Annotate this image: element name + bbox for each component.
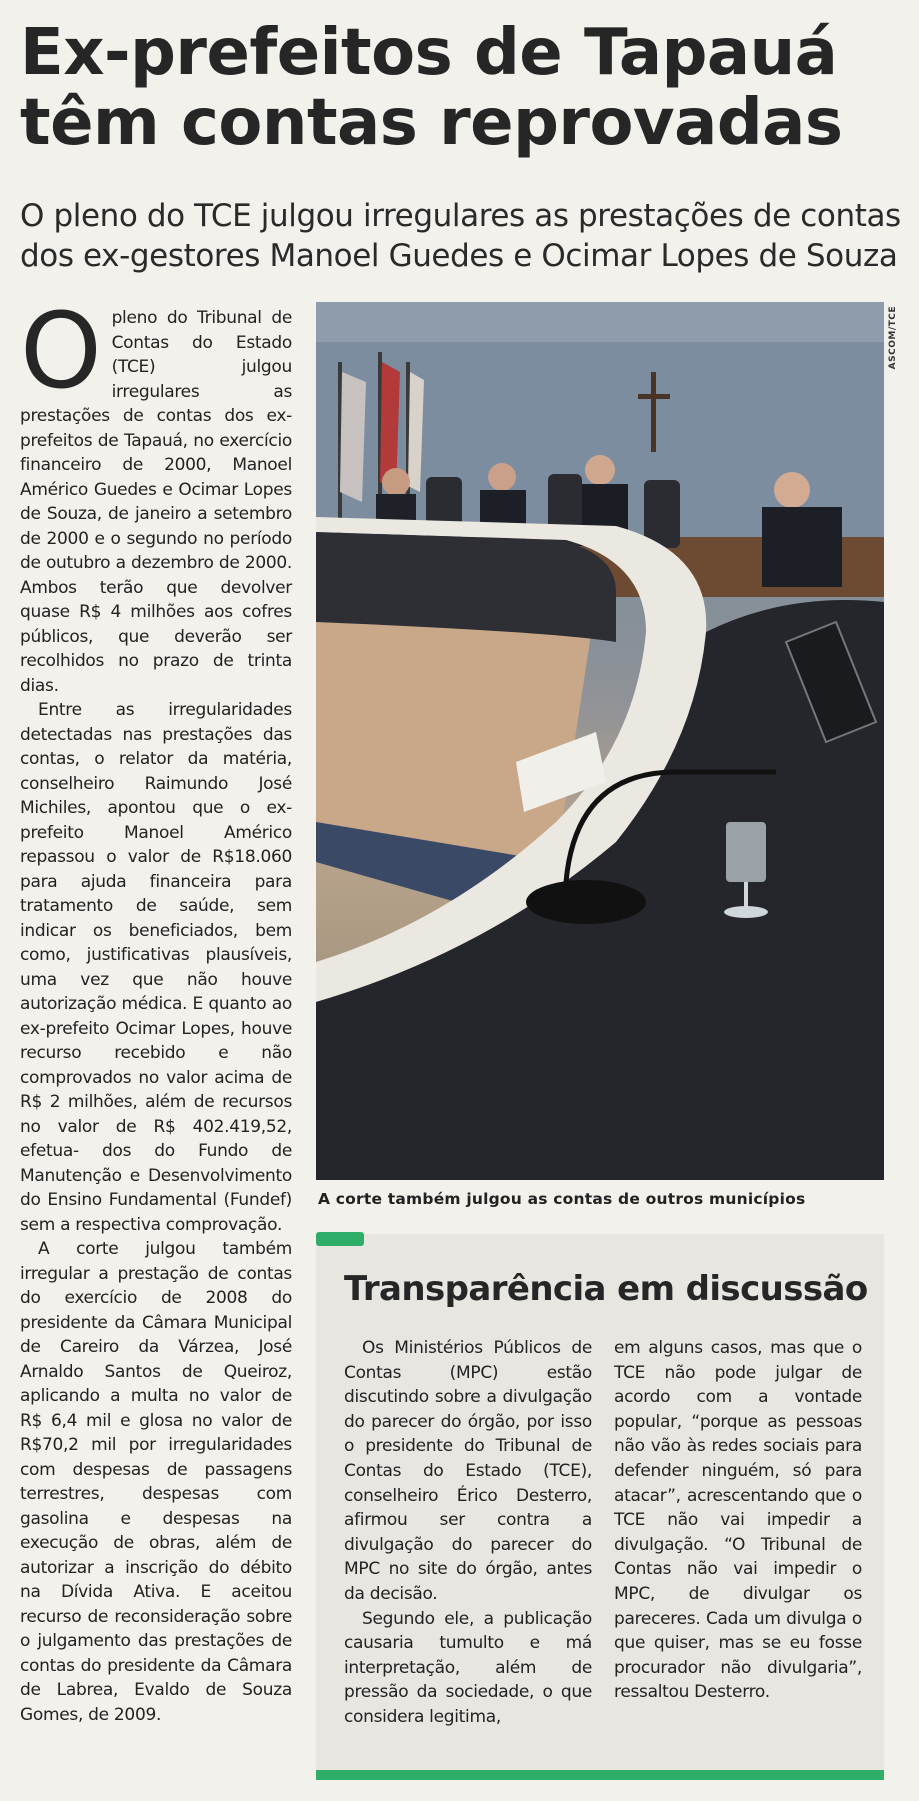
microphone-base xyxy=(526,880,646,924)
article-paragraph-1 xyxy=(20,290,292,698)
article-paragraph-1-text: pleno do Tribunal de Contas do Estado (TCE) julgou irregulares as prestações de contas dos ex-prefeitos de Tapauá, no exercício financeiro de 2000, Manoel Américo Guedes e Ocimar Lopes de Souza, de janeiro a setembro de 2000 e o segundo no período de outubro a dezembro de 2000. Ambos terão que devolver quase R$ 4 milhões aos cofres públicos, que deverão ser recolhidos no prazo de trinta dias. xyxy=(20,308,292,696)
article-body xyxy=(20,290,292,1727)
court-session-photo xyxy=(316,302,884,1180)
sidebar-bottom-bar xyxy=(316,1770,884,1780)
sidebar-column-right xyxy=(614,1336,862,1705)
article-paragraph-2: Entre as irregularidades detectadas nas prestações das contas, o relator da matéria, conselheiro Raimundo José Michiles, apontou que o ex-prefeito Manoel Américo repassou o valor de R$18.060 para ajuda financeira para tratamento de saúde, sem indicar os beneficiados, bem como, justificativas plausíveis, uma vez que não houve autorização médica. E quanto ao ex-prefeito Ocimar Lopes, houve recurso recebido e não comprovados no valor acima de R$ 2 milhões, além de recursos no valor de R$ 402.419,52, efetua- dos do Fundo de Manutenção e Desenvolvimento do Ensino Fundamental (Fundef) sem a respectiva comprovação. xyxy=(20,700,292,1235)
flag-brazil xyxy=(340,372,366,502)
headline-line-1: Ex-prefeitos de Tapauá xyxy=(20,16,838,90)
person xyxy=(488,463,516,491)
subheadline: O pleno do TCE julgou irregulares as prestações de contas dos ex-gestores Manoel Guedes e Ocimar Lopes de Souza xyxy=(20,198,901,274)
drop-cap: O xyxy=(20,290,102,412)
sidebar-paragraph-3: em alguns casos, mas que o TCE não pode julgar de acordo com a vontade popular, “porque as pessoas não vão às redes sociais para defender ninguém, só para atacar”, acrescentando que o TCE não vai impedir a divulgação. “O Tribunal de Contas não vai impedir o MPC, de divulgar os pareceres. Cada um divulga o que quiser, mas se eu fosse procurador não divulgaria”, ressaltou Desterro. xyxy=(614,1338,862,1703)
chair xyxy=(644,480,680,548)
floor xyxy=(316,602,596,862)
person xyxy=(774,472,810,508)
person xyxy=(382,468,410,496)
sidebar-paragraph-1: Os Ministérios Públicos de Contas (MPC) estão discutindo sobre a divulgação do parecer do órgão, por isso o presidente do Tribunal de Contas do Estado (TCE), conselheiro Érico Desterro, afirmou ser contra a divulgação do parecer do MPC no site do órgão, antes da decisão. xyxy=(344,1338,592,1604)
photo-credit: ASCOM/TCE xyxy=(888,306,898,370)
person xyxy=(585,455,615,485)
court-session-illustration xyxy=(316,302,884,1180)
sidebar-tab xyxy=(316,1232,364,1246)
article-paragraph-3: A corte julgou também irregular a prestação de contas do exercício de 2008 do presidente da Câmara Municipal de Careiro da Várzea, José Arnaldo Santos de Queiroz, aplicando a multa no valor de R$ 6,4 mil e glosa no valor de R$70,2 mil por irregularidades com despesas de passagens terrestres, despesas com gasolina e despesas na execução de obras, além de autorizar a inscrição do débito na Dívida Ativa. E aceitou recurso de reconsideração sobre o julgamento das prestações de contas do presidente da Câmara de Labrea, Evaldo de Souza Gomes, de 2009. xyxy=(20,1239,292,1725)
sidebar-column-left xyxy=(344,1336,592,1730)
headline xyxy=(20,18,900,158)
water-glass xyxy=(726,822,766,882)
crucifix-icon xyxy=(651,372,656,452)
photo-caption: A corte também julgou as contas de outros municípios xyxy=(318,1190,806,1208)
headline-line-2: têm contas reprovadas xyxy=(20,86,843,160)
ceiling xyxy=(316,302,884,342)
sidebar-paragraph-2: Segundo ele, a publicação causaria tumulto e má interpretação, além de pressão da sociedade, o que considera legitima, xyxy=(344,1608,592,1727)
sidebar-title: Transparência em discussão xyxy=(344,1269,868,1309)
